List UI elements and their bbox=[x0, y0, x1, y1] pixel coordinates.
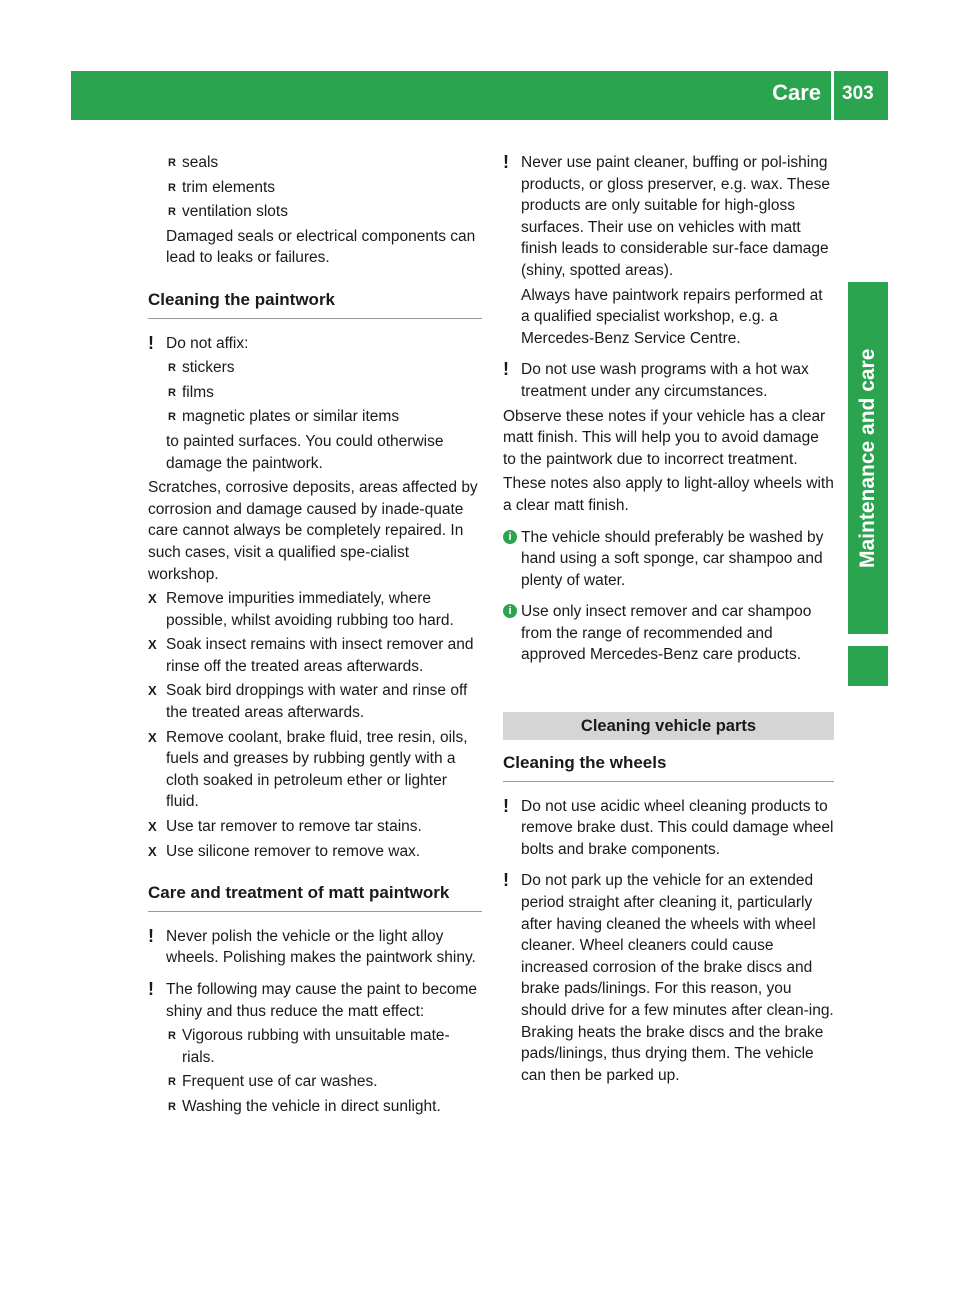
list-item: R Washing the vehicle in direct sunlight. bbox=[148, 1096, 482, 1118]
page-number: 303 bbox=[842, 83, 874, 104]
step-item: X Use silicone remover to remove wax. bbox=[148, 841, 482, 863]
warning-note bbox=[148, 979, 482, 1022]
warning-text: Do not use wash programs with a hot wax treatment under any circumstances. bbox=[521, 361, 809, 400]
warning-text: Do not use acidic wheel cleaning products to remove brake dust. This could damage wheel bolts and brake components. bbox=[521, 797, 834, 858]
list-item: R trim elements bbox=[148, 177, 482, 199]
body-paragraph: These notes also apply to light-alloy wheels with a clear matt finish. bbox=[503, 475, 834, 514]
heading-cleaning-paintwork: Cleaning the paintwork bbox=[148, 289, 482, 319]
header-bar bbox=[71, 71, 888, 120]
warning-icon: ! bbox=[503, 152, 509, 172]
warning-text: Never use paint cleaner, buffing or pol-ishing products, or gloss preserver, e.g. wax. These products are only suitable for high-gloss surfaces. Their use on vehicles with matt finish leads to considerable sur-face damage (shiny, spotted areas). bbox=[521, 154, 831, 279]
warning-text: Never polish the vehicle or the light alloy wheels. Polishing makes the paintwork shiny. bbox=[166, 927, 476, 967]
section-heading-vehicle-parts: Cleaning vehicle parts bbox=[503, 712, 834, 740]
warning-text: Do not affix: bbox=[166, 334, 249, 352]
step-item: X Remove impurities immediately, where possible, whilst avoiding rubbing too hard. bbox=[148, 588, 482, 631]
list-item: R ventilation slots bbox=[148, 201, 482, 223]
step-item: X Soak insect remains with insect remover and rinse off the treated areas afterwards. bbox=[148, 634, 482, 677]
warning-icon: ! bbox=[503, 795, 509, 816]
warning-note bbox=[503, 152, 834, 282]
left-column bbox=[148, 152, 482, 1121]
step-item: X Use tar remover to remove tar stains. bbox=[148, 816, 482, 838]
info-icon: i bbox=[503, 604, 517, 618]
body-paragraph: Observe these notes if your vehicle has a clear matt finish. This will help you to avoid damage to the paintwork due to incorrect treatment. bbox=[503, 407, 826, 468]
step-item: X Remove coolant, brake fluid, tree resin, oils, fuels and greases by rubbing gently with a cloth soaked in petroleum ether or lighter fluid. bbox=[148, 727, 482, 813]
info-note bbox=[503, 527, 834, 592]
warning-text: The following may cause the paint to become shiny and thus reduce the matt effect: bbox=[166, 981, 478, 1020]
warning-continuation: Always have paintwork repairs performed at a qualified specialist workshop, e.g. a Mercedes-Benz Service Centre. bbox=[521, 286, 823, 347]
warning-icon: ! bbox=[148, 332, 154, 353]
list-item: R stickers bbox=[148, 357, 482, 379]
info-text: The vehicle should preferably be washed by hand using a soft sponge, car shampoo and plenty of water. bbox=[521, 528, 824, 589]
warning-note bbox=[148, 926, 482, 969]
header-section-title: Care bbox=[772, 80, 821, 105]
warning-note bbox=[148, 333, 482, 355]
warning-icon: ! bbox=[503, 359, 509, 380]
warning-note bbox=[503, 796, 834, 861]
info-text: Use only insect remover and car shampoo from the range of recommended and approved Mercedes-Benz care products. bbox=[521, 603, 812, 664]
list-item: R seals bbox=[148, 152, 482, 174]
warning-icon: ! bbox=[148, 979, 154, 999]
info-note bbox=[503, 601, 834, 666]
warning-icon: ! bbox=[148, 925, 154, 946]
list-item: R magnetic plates or similar items bbox=[148, 406, 482, 428]
right-column bbox=[503, 152, 834, 1089]
warning-text: Do not park up the vehicle for an extended period straight after cleaning it, particularly after having cleaned the wheels with wheel cleaner. Wheel cleaners could cause increased corrosion of the brake discs and brake pads/linings. For this reason, you should drive for a few minutes after clean-ing. Braking heats the brake discs and the brake pads/linings, thus drying them. The vehicle can then be parked up. bbox=[521, 872, 834, 1084]
info-icon: i bbox=[503, 530, 517, 544]
header-separator bbox=[831, 71, 834, 120]
side-tab-label: Maintenance and care bbox=[856, 348, 879, 568]
step-item: X Soak bird droppings with water and rinse off the treated areas afterwards. bbox=[148, 680, 482, 723]
list-item: R Vigorous rubbing with unsuitable mate-rials. bbox=[148, 1025, 482, 1068]
warning-icon: ! bbox=[503, 870, 509, 891]
warning-note bbox=[503, 870, 834, 1086]
warning-text-end: to painted surfaces. You could otherwise damage the paintwork. bbox=[166, 432, 444, 472]
list-item: R Frequent use of car washes. bbox=[148, 1071, 482, 1093]
heading-cleaning-wheels: Cleaning the wheels bbox=[503, 752, 834, 782]
heading-matt-paintwork: Care and treatment of matt paintwork bbox=[148, 882, 482, 912]
paintwork-paragraph: Scratches, corrosive deposits, areas affected by corrosion and damage caused by inade-quate care cannot always be completely repaired. In such cases, visit a qualified spe-cialist workshop. bbox=[148, 479, 478, 583]
warning-note bbox=[503, 359, 834, 402]
list-item: R films bbox=[148, 382, 482, 404]
intro-text: Damaged seals or electrical components can lead to leaks or failures. bbox=[166, 227, 476, 267]
side-tab-marker bbox=[848, 646, 888, 686]
